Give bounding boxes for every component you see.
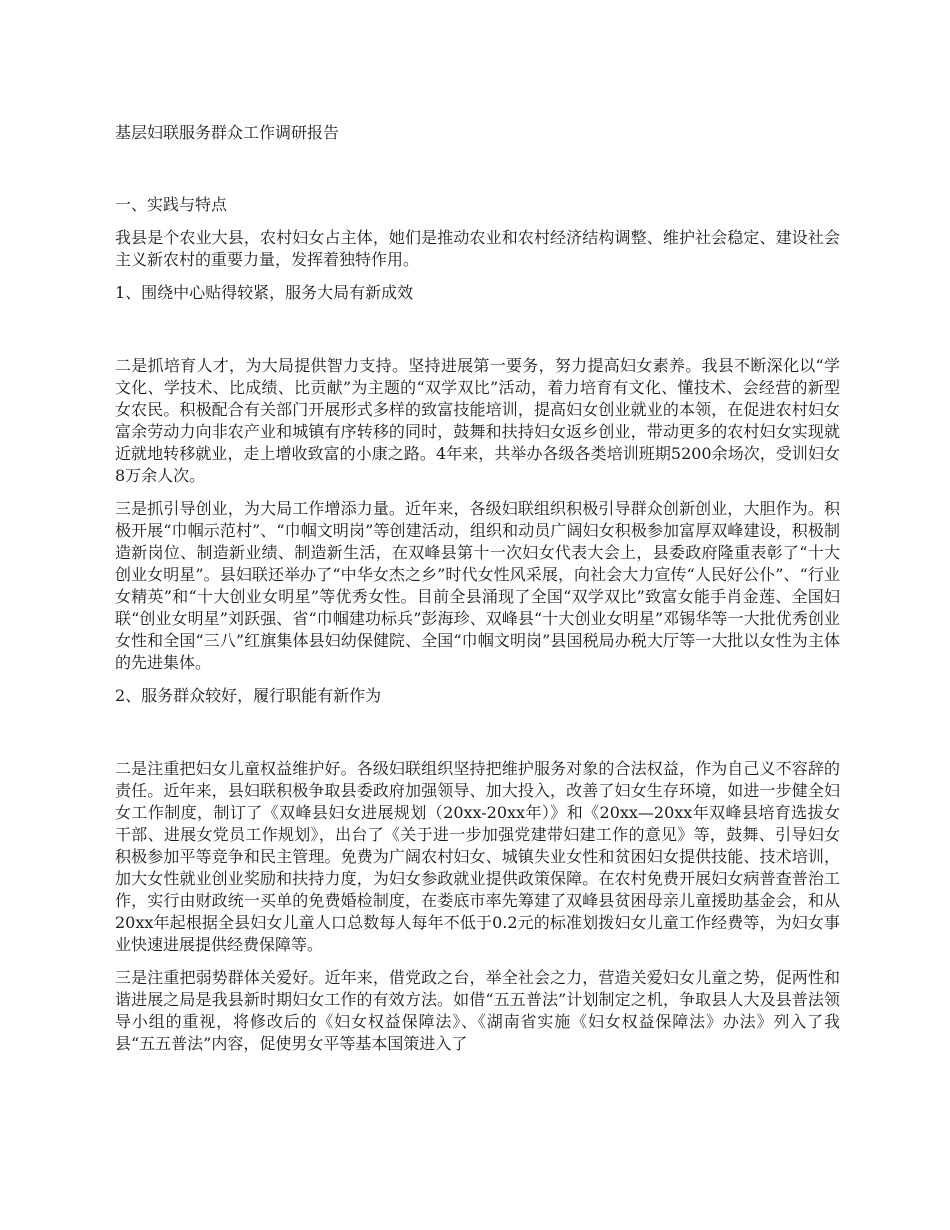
intro-paragraph: 我县是个农业大县，农村妇女占主体，她们是推动农业和农村经济结构调整、维护社会稳定、建设社会主义新农村的重要力量，发挥着独特作用。 — [115, 228, 840, 269]
page-title: 基层妇联服务群众工作调研报告 — [115, 123, 340, 142]
document-body — [115, 122, 840, 1066]
section-heading-practice: 一、实践与特点 — [115, 195, 228, 214]
subheading-center-service: 1、围绕中心贴得较紧，服务大局有新成效 — [115, 283, 414, 302]
blank-spacer — [115, 315, 840, 355]
paragraph-talent-training: 二是抓培育人才，为大局提供智力支持。坚持进展第一要务，努力提高妇女素养。我县不断深化以“学文化、学技术、比成绩、比贡献”为主题的“双学双比”活动，着力培育有文化、懂技术、会经营的新型女农民。积极配合有关部门开展形式多样的致富技能培训，提高妇女创业就业的本领，在促进农村妇女富余劳动力向非农产业和城镇有序转移的同时，鼓舞和扶持妇女返乡创业，带动更多的农村妇女实现就近就地转移就业，走上增收致富的小康之路。4年来，共举办各级各类培训班期5200余场次，受训妇女8万余人次。 — [115, 356, 840, 485]
subheading-serving-masses: 2、服务群众较好，履行职能有新作为 — [115, 686, 382, 705]
paragraph-entrepreneurship: 三是抓引导创业，为大局工作增添力量。近年来，各级妇联组织积极引导群众创新创业，大胆作为。积极开展“巾帼示范村”、“巾帼文明岗”等创建活动，组织和动员广阔妇女积极参加富厚双峰建设，积极制造新岗位、制造新业绩、制造新生活，在双峰县第十一次妇女代表大会上，县委政府隆重表彰了“十大创业女明星”。县妇联还举办了“中华女杰之乡”时代女性风采展，向社会大力宣传“人民好公仆”、“行业女精英”和“十大创业女明星”等优秀女性。目前全县涌现了全国“双学双比”致富女能手肖金莲、全国妇联“创业女明星”刘跃强、省“巾帼建功标兵”彭海珍、双峰县“十大创业女明星”邓锡华等一大批优秀创业女性和全国“三八”红旗集体县妇幼保健院、全国“巾帼文明岗”县国税局办税大厅等一大批以女性为主体的先进集体。 — [115, 499, 840, 672]
paragraph-vulnerable-groups: 三是注重把弱势群体关爱好。近年来，借党政之台，举全社会之力，营造关爱妇女儿童之势，促两性和谐进展之局是我县新时期妇女工作的有效方法。如借“五五普法”计划制定之机，争取县人大及县普法领导小组的重视，将修改后的《妇女权益保障法》、《湖南省实施《妇女权益保障法》办法》列入了我县“五五普法”内容，促使男女平等基本国策进入了 — [115, 968, 840, 1053]
paragraph-rights-protection: 二是注重把妇女儿童权益维护好。各级妇联组织坚持把维护服务对象的合法权益，作为自己义不容辞的责任。近年来，县妇联积极争取县委政府加强领导、加大投入，改善了妇女生存环境，如进一步健全妇女工作制度，制订了《双峰县妇女进展规划（20xx-20xx年）》和《20xx—20xx年双峰县培育选拔女干部、进展女党员工作规划》，出台了《关于进一步加强党建带妇建工作的意见》等，鼓舞、引导妇女积极参加平等竞争和民主管理。免费为广阔农村妇女、城镇失业女性和贫困妇女提供技能、技术培训，加大女性就业创业奖励和扶持力度，为妇女参政就业提供政策保障。在农村免费开展妇女病普查普治工作，实行由财政统一买单的免费婚检制度，在娄底市率先筹建了双峰县贫困母亲儿童援助基金会，和从20xx年起根据全县妇女儿童人口总数每人每年不低于0.2元的标准划拨妇女儿童工作经费等，为妇女事业快速进展提供经费保障等。 — [115, 759, 840, 954]
blank-spacer — [115, 718, 840, 758]
